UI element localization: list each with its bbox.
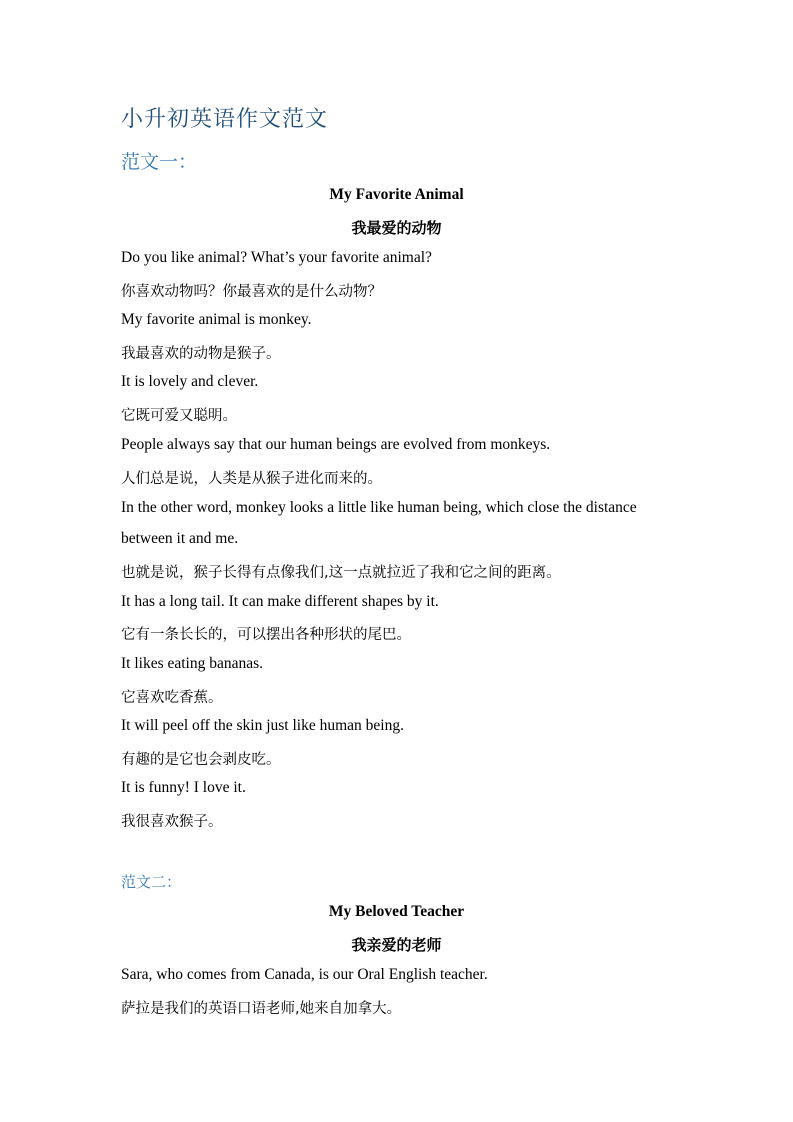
essay-1-line: 也就是说，猴子长得有点像我们,这一点就拉近了我和它之间的距离。 <box>121 565 561 581</box>
essay-1-line: 你喜欢动物吗？你最喜欢的是什么动物？ <box>121 284 382 300</box>
essay-1-line: It will peel off the skin just like human being. <box>121 717 404 734</box>
essay-1-title: My Favorite Animal <box>329 186 464 203</box>
essay-2-line: Sara, who comes from Canada, is our Oral English teacher. <box>121 966 488 983</box>
essay-1-line: My favorite animal is monkey. <box>121 311 312 328</box>
essay-2-subtitle: 我亲爱的老师 <box>351 936 442 954</box>
essay-2-line: 萨拉是我们的英语口语老师,她来自加拿大。 <box>121 1001 402 1017</box>
essay-1-line: In the other word, monkey looks a little like human being, which close the distance between it and me. <box>121 499 637 547</box>
essay-1-line: 它有一条长长的，可以摆出各种形状的尾巴。 <box>121 627 411 643</box>
essay-1-line: It is funny! I love it. <box>121 779 246 796</box>
essay-1-line: 它喜欢吃香蕉。 <box>121 690 223 706</box>
essay-1-line: People always say that our human beings are evolved from monkeys. <box>121 436 551 453</box>
essay-2-heading: 范文二： <box>121 873 182 891</box>
document-title: 小升初英语作文范文 <box>121 107 329 132</box>
essay-1-subtitle: 我最爱的动物 <box>351 219 442 237</box>
essay-1-heading: 范文一： <box>121 151 198 173</box>
essay-1-line: 有趣的是它也会剥皮吃。 <box>121 752 281 768</box>
essay-1-line: It likes eating bananas. <box>121 655 264 672</box>
essay-2-title: My Beloved Teacher <box>328 903 465 920</box>
essay-1-line: 我最喜欢的动物是猴子。 <box>121 346 281 362</box>
essay-1-line: It is lovely and clever. <box>121 373 259 390</box>
essay-1-line: 它既可爱又聪明。 <box>121 408 237 424</box>
essay-1-line: 人们总是说，人类是从猴子进化而来的。 <box>121 471 382 487</box>
essay-1-line: Do you like animal? What’s your favorite animal? <box>121 249 432 266</box>
essay-1-line: 我很喜欢猴子。 <box>121 814 223 830</box>
essay-1-line: It has a long tail. It can make different shapes by it. <box>121 593 439 610</box>
